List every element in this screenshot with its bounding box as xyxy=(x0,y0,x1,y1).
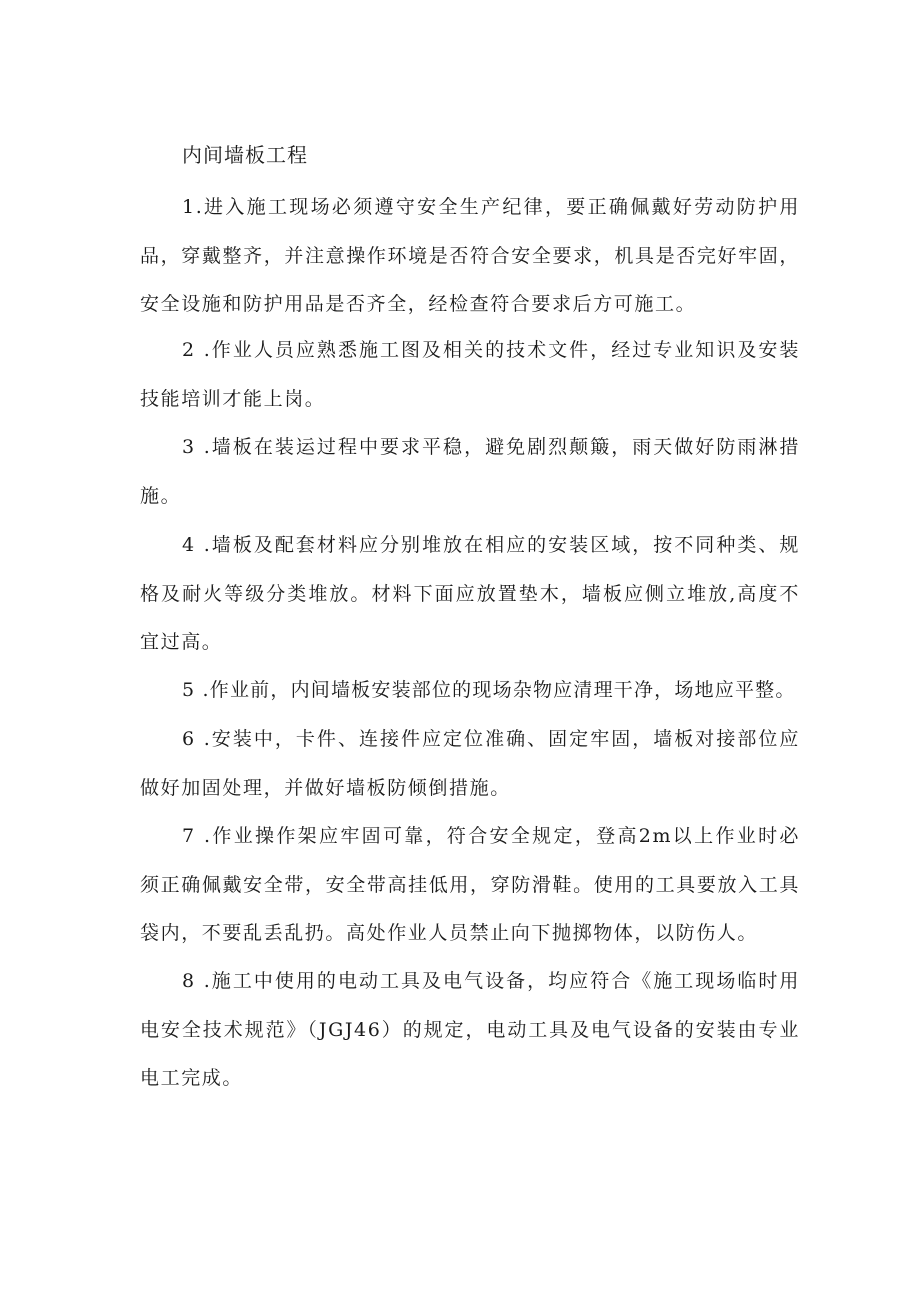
paragraph-3: 3 .墙板在装运过程中要求平稳，避免剧烈颠簸，雨天做好防雨淋措施。 xyxy=(140,436,800,507)
paragraph-7: 7 .作业操作架应牢固可靠，符合安全规定，登高2m以上作业时必须正确佩戴安全带，安全带高挂低用，穿防滑鞋。使用的工具要放入工具袋内，不要乱丢乱扔。高处作业人员禁止向下抛掷物体，以防伤人。 xyxy=(140,825,800,944)
section-title: 内间墙板工程 xyxy=(182,143,308,167)
paragraph-1: 1.进入施工现场必须遵守安全生产纪律，要正确佩戴好劳动防护用品，穿戴整齐，并注意操作环境是否符合安全要求，机具是否完好牢固，安全设施和防护用品是否齐全，经检查符合要求后方可施工。 xyxy=(140,196,800,315)
paragraph-6: 6 .安装中，卡件、连接件应定位准确、固定牢固，墙板对接部位应做好加固处理，并做好墙板防倾倒措施。 xyxy=(140,728,800,799)
paragraph-5: 5 .作业前，内间墙板安装部位的现场杂物应清理干净，场地应平整。 xyxy=(182,679,796,701)
paragraph-4: 4 .墙板及配套材料应分别堆放在相应的安装区域，按不同种类、规格及耐火等级分类堆放。材料下面应放置垫木，墙板应侧立堆放,高度不宜过高。 xyxy=(140,534,800,653)
paragraph-8: 8 .施工中使用的电动工具及电气设备，均应符合《施工现场临时用电安全技术规范》（JGJ46）的规定，电动工具及电气设备的安装由专业电工完成。 xyxy=(140,970,800,1089)
paragraph-2: 2 .作业人员应熟悉施工图及相关的技术文件，经过专业知识及安装技能培训才能上岗。 xyxy=(140,339,800,410)
